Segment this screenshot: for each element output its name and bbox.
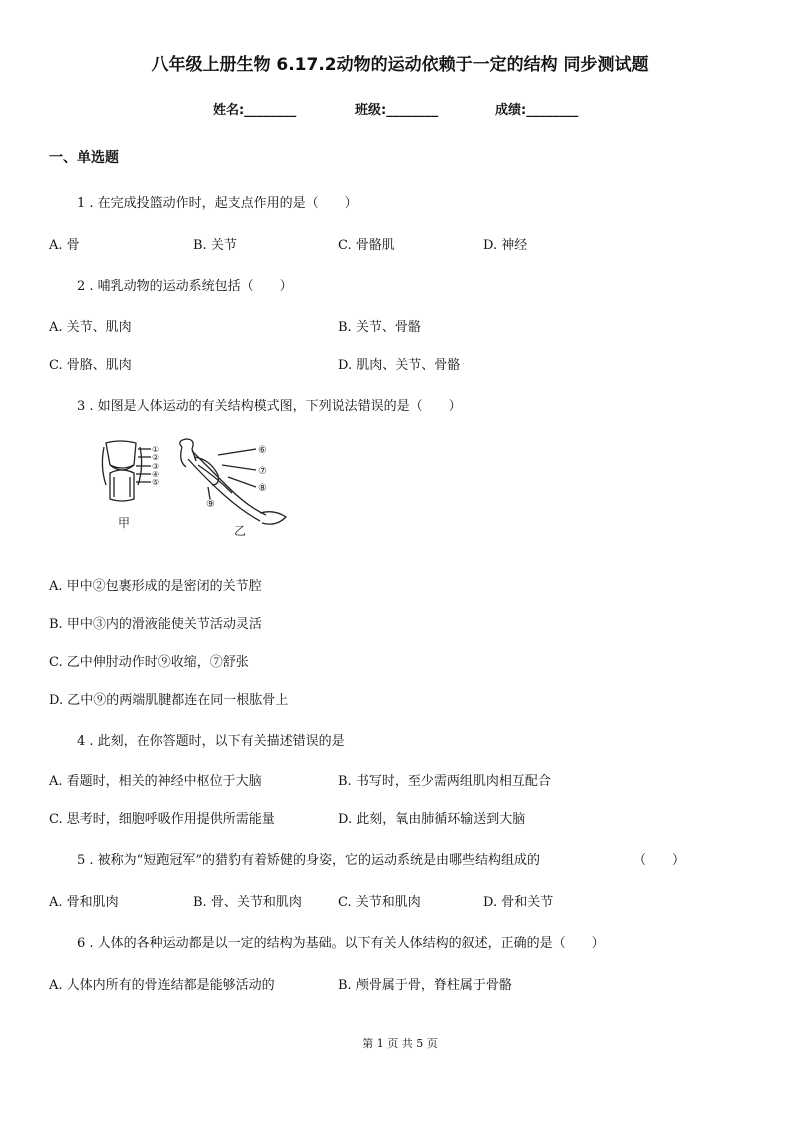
q4-option-b: B. 书写时，至少需两组肌肉相互配合 [338, 774, 551, 789]
q2-option-d: D. 肌肉、关节、骨骼 [338, 358, 461, 373]
page-title: 八年级上册生物 6.17.2动物的运动依赖于一定的结构 同步测试题 [151, 55, 649, 75]
q4-option-a: A. 看题时，相关的神经中枢位于大脑 [49, 774, 262, 789]
marker-2: ② [152, 453, 160, 462]
marker-5: ⑤ [152, 478, 160, 487]
q2-option-b: B. 关节、骨骼 [338, 320, 421, 335]
question-1-text: 1 . 在完成投篮动作时，起支点作用的是（ ） [77, 196, 358, 211]
page-footer: 第 1 页 共 5 页 [362, 1037, 438, 1050]
q3-option-d: D. 乙中⑨的两端肌腱都连在同一根肱骨上 [49, 693, 289, 708]
q4-option-c: C. 思考时，细胞呼吸作用提供所需能量 [49, 812, 275, 827]
q3-option-b: B. 甲中③内的滑液能使关节活动灵活 [49, 617, 262, 632]
question-6-text: 6 . 人体的各种运动都是以一定的结构为基础。以下有关人体结构的叙述，正确的是（ ） [77, 936, 605, 951]
question-5-text: 5 . 被称为“短跑冠军”的猎豹有着矫健的身姿，它的运动系统是由哪些结构组成的 [77, 853, 540, 868]
marker-6: ⑥ [258, 445, 267, 456]
marker-7: ⑦ [258, 466, 267, 477]
question-2-text: 2 . 哺乳动物的运动系统包括（ ） [77, 279, 293, 294]
question-4-text: 4 . 此刻，在你答题时，以下有关描述错误的是 [77, 734, 345, 749]
marker-8: ⑧ [258, 483, 267, 494]
marker-3: ③ [152, 462, 160, 471]
section-heading: 一、单选题 [49, 150, 119, 166]
class-field: 班级:________ [355, 103, 439, 118]
q5-option-b: B. 骨、关节和肌肉 [193, 895, 302, 910]
joint-muscle-figure [98, 437, 298, 546]
q5-option-c: C. 关节和肌肉 [338, 895, 421, 910]
marker-1: ① [152, 445, 160, 454]
figure-label-yi: 乙 [234, 524, 247, 538]
marker-4: ④ [152, 470, 160, 479]
question-5-paren: （ ） [633, 853, 686, 868]
anatomy-diagram [98, 437, 298, 542]
figure-label-jia: 甲 [118, 516, 131, 530]
q1-option-a: A. 骨 [49, 238, 80, 253]
name-field: 姓名:________ [213, 103, 297, 118]
q6-option-b: B. 颅骨属于骨，脊柱属于骨骼 [338, 978, 512, 993]
q2-option-a: A. 关节、肌肉 [49, 320, 132, 335]
q1-option-d: D. 神经 [483, 238, 528, 253]
q1-option-b: B. 关节 [193, 238, 237, 253]
q3-option-c: C. 乙中伸肘动作时⑨收缩，⑦舒张 [49, 655, 249, 670]
marker-9: ⑨ [206, 499, 215, 510]
q5-option-a: A. 骨和肌肉 [49, 895, 119, 910]
question-3-text: 3 . 如图是人体运动的有关结构模式图，下列说法错误的是（ ） [77, 399, 462, 414]
q5-option-d: D. 骨和关节 [483, 895, 554, 910]
q2-option-c: C. 骨胳、肌肉 [49, 358, 132, 373]
q3-option-a: A. 甲中②包裹形成的是密闭的关节腔 [49, 579, 262, 594]
q1-option-c: C. 骨骼肌 [338, 238, 395, 253]
q6-option-a: A. 人体内所有的骨连结都是能够活动的 [49, 978, 275, 993]
score-field: 成绩:________ [495, 103, 579, 118]
q4-option-d: D. 此刻，氧由肺循环输送到大脑 [338, 812, 526, 827]
